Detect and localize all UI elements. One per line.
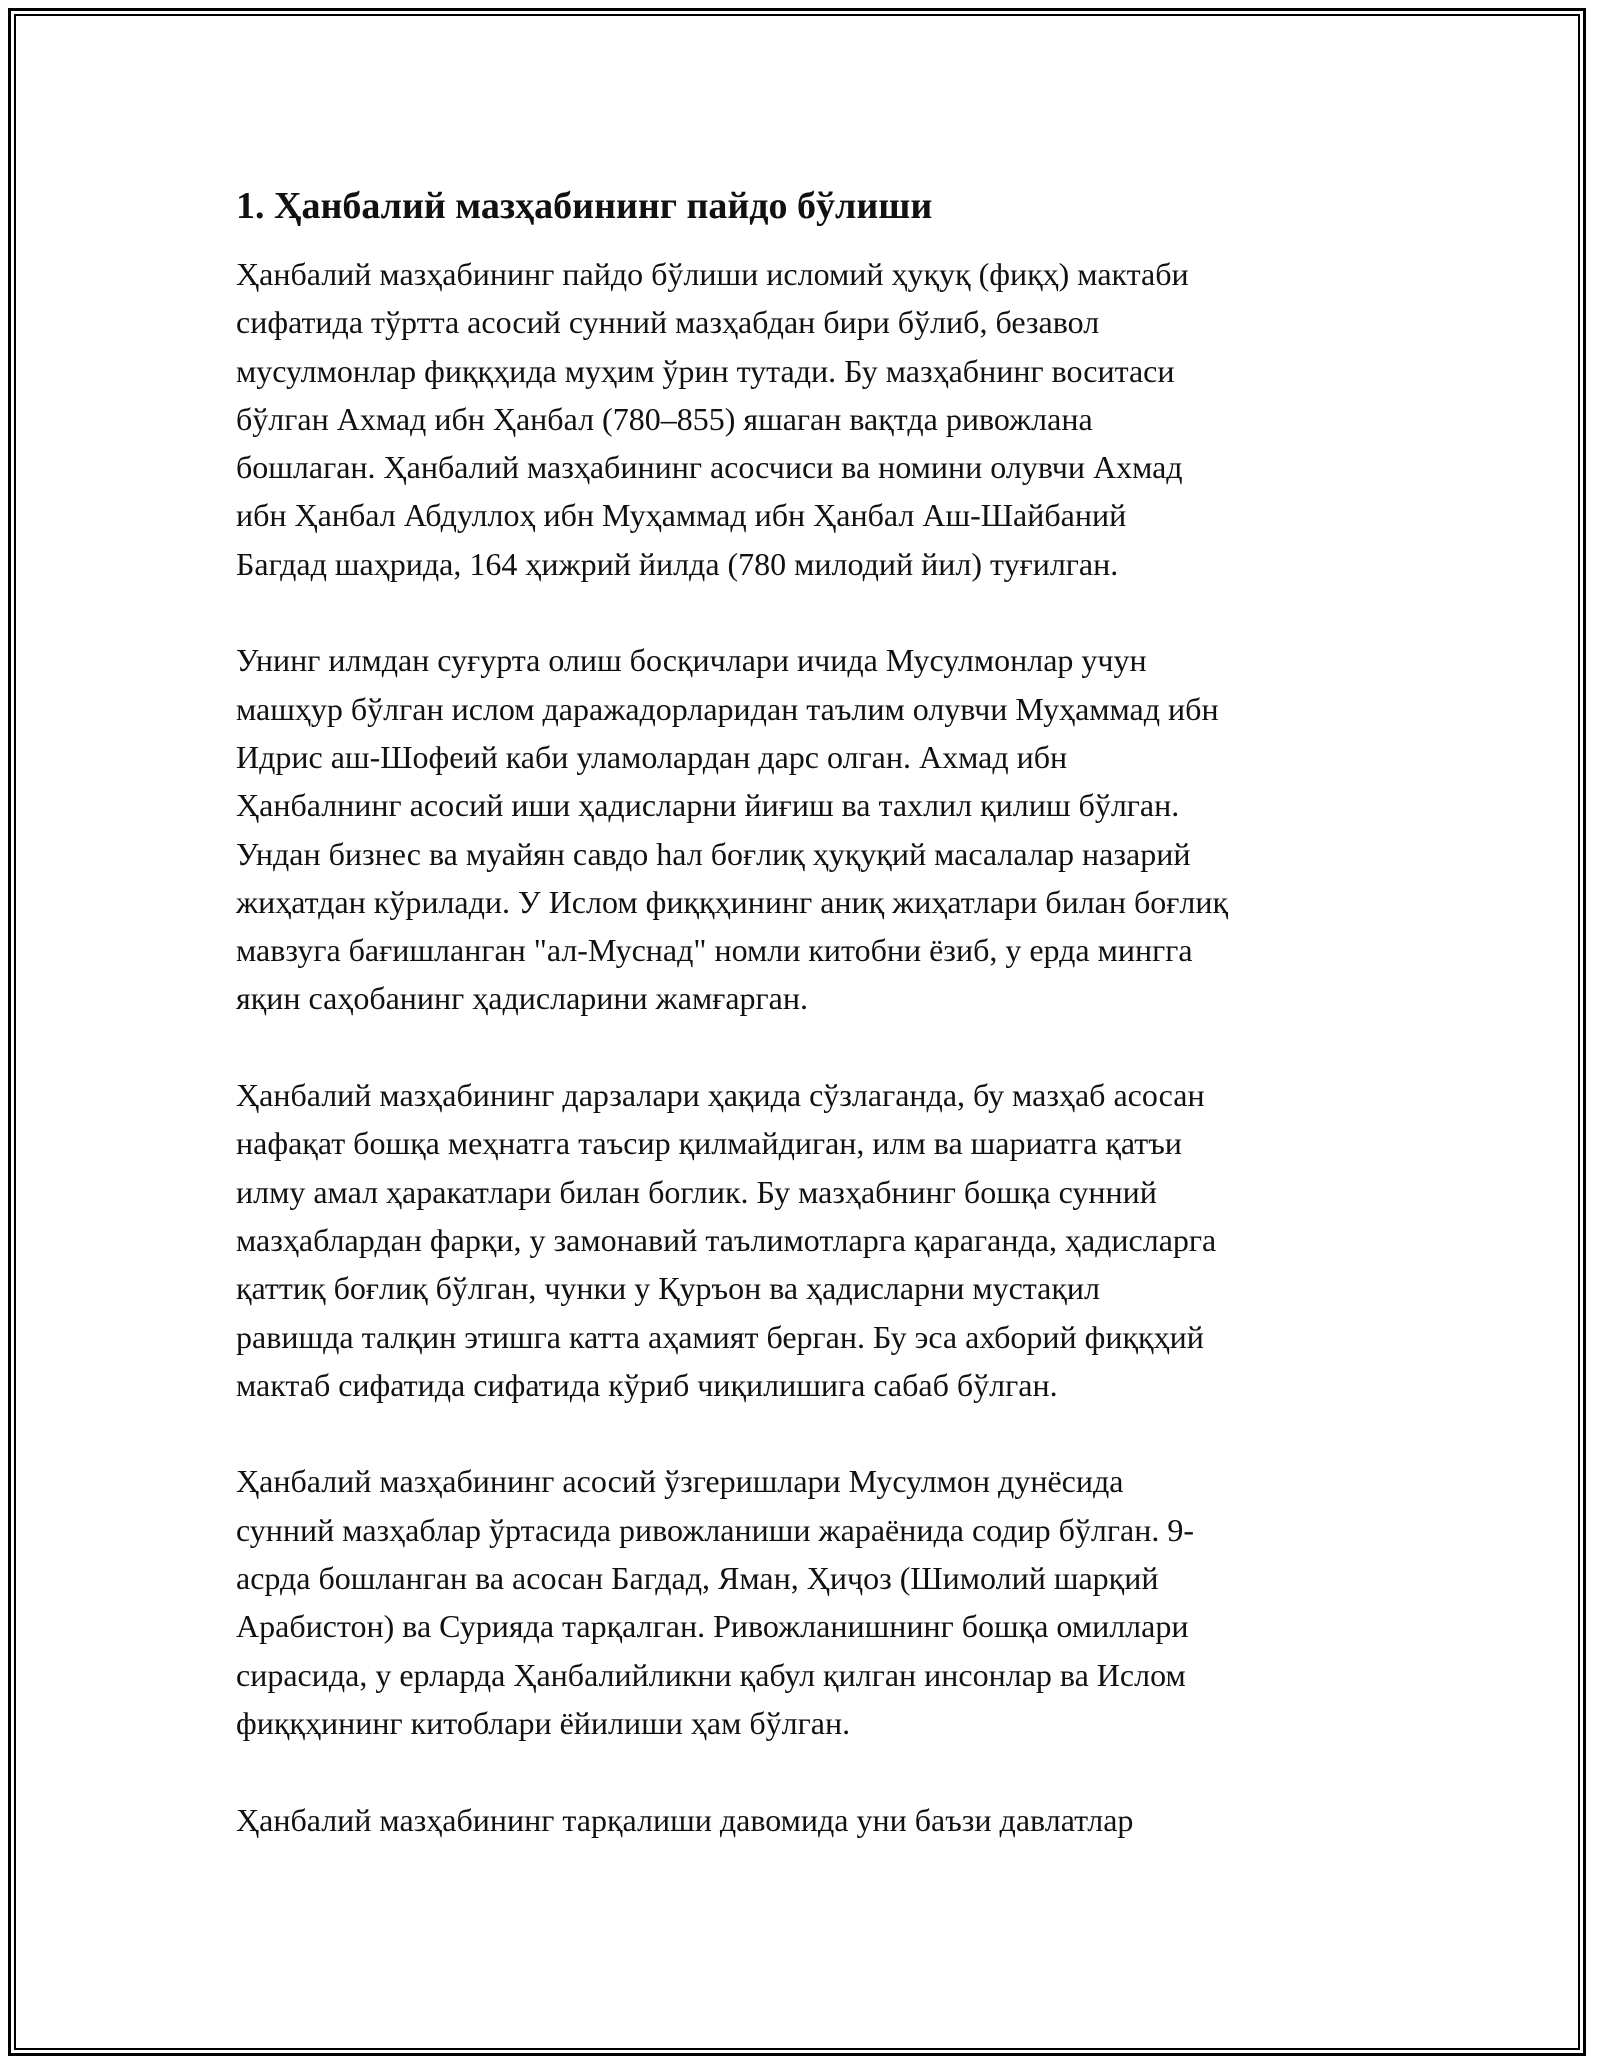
paragraph-5: Ҳанбалий мазҳабининг тарқалиши давомида уни баъзи давлатлар <box>236 1801 1134 1838</box>
paragraph-4: Ҳанбалий мазҳабининг асосий ўзгеришлари Мусулмон дунёсида сунний мазҳаблар ўртасида ривожланиши жараёнида содир бўлган. 9- асрда бошланган ва асосан Багдад, Яман, Ҳиҷоз (Шимолий шарқий Арабистон) ва Сурияда тарқалган. Ривожланишнинг бошқа омиллари сирасида, у ерларда Ҳанбалийликни қабул қилган инсонлар ва Ислом фиққҳининг китоблари ёйилиши ҳам бўлган. <box>236 1463 1194 1741</box>
document-body <box>236 182 1366 1892</box>
paragraph-3: Ҳанбалий мазҳабининг дарзалари ҳақида сўзлаганда, бу мазҳаб асосан нафақат бошқа меҳнатга таъсир қилмайдиган, илм ва шариатга қатъи илму амал ҳаракатлари билан боглик. Бу мазҳабнинг бошқа сунний мазҳаблардан фарқи, у замонавий таълимотларга қараганда, ҳадисларга қаттиқ боғлиқ бўлган, чунки у Қуръон ва ҳадисларни мустақил равишда талқин этишга катта аҳамият берган. Бу эса ахборий фиққҳий мактаб сифатида сифатида кўриб чиқилишига сабаб бўлган. <box>236 1077 1217 1403</box>
paragraph-1: Ҳанбалий мазҳабининг пайдо бўлиши исломий ҳуқуқ (фиқҳ) мактаби сифатида тўртта асосий сунний мазҳабдан бири бўлиб, безавол мусулмонлар фиққҳида муҳим ўрин тутади. Бу мазҳабнинг воситаси бўлган Ахмад ибн Ҳанбал (780–855) яшаган вақтда ривожлана бошлаган. Ҳанбалий мазҳабининг асосчиси ва номини олувчи Ахмад ибн Ҳанбал Абдуллоҳ ибн Муҳаммад ибн Ҳанбал Аш-Шайбаний Багдад шаҳрида, 164 ҳижрий йилда (780 милодий йил) туғилган. <box>236 256 1189 582</box>
section-heading: 1. Ҳанбалий мазҳабининг пайдо бўлиши <box>236 185 933 227</box>
paragraph-2: Унинг илмдан суғурта олиш босқичлари ичида Мусулмонлар учун машҳур бўлган ислом даражадорларидан таълим олувчи Муҳаммад ибн Идрис аш-Шофеий каби уламолардан дарс олган. Ахмад ибн Ҳанбалнинг асосий иши ҳадисларни йиғиш ва тахлил қилиш бўлган. Ундан бизнес ва муайян савдо һал боғлиқ ҳуқуқий масалалар назарий жиҳатдан кўрилади. У Ислом фиққҳининг аниқ жиҳатлари билан боғлиқ мавзуга бағишланган "ал-Муснад" номли китобни ёзиб, у ерда мингга яқин саҳобанинг ҳадисларини жамғарган. <box>236 642 1229 1017</box>
